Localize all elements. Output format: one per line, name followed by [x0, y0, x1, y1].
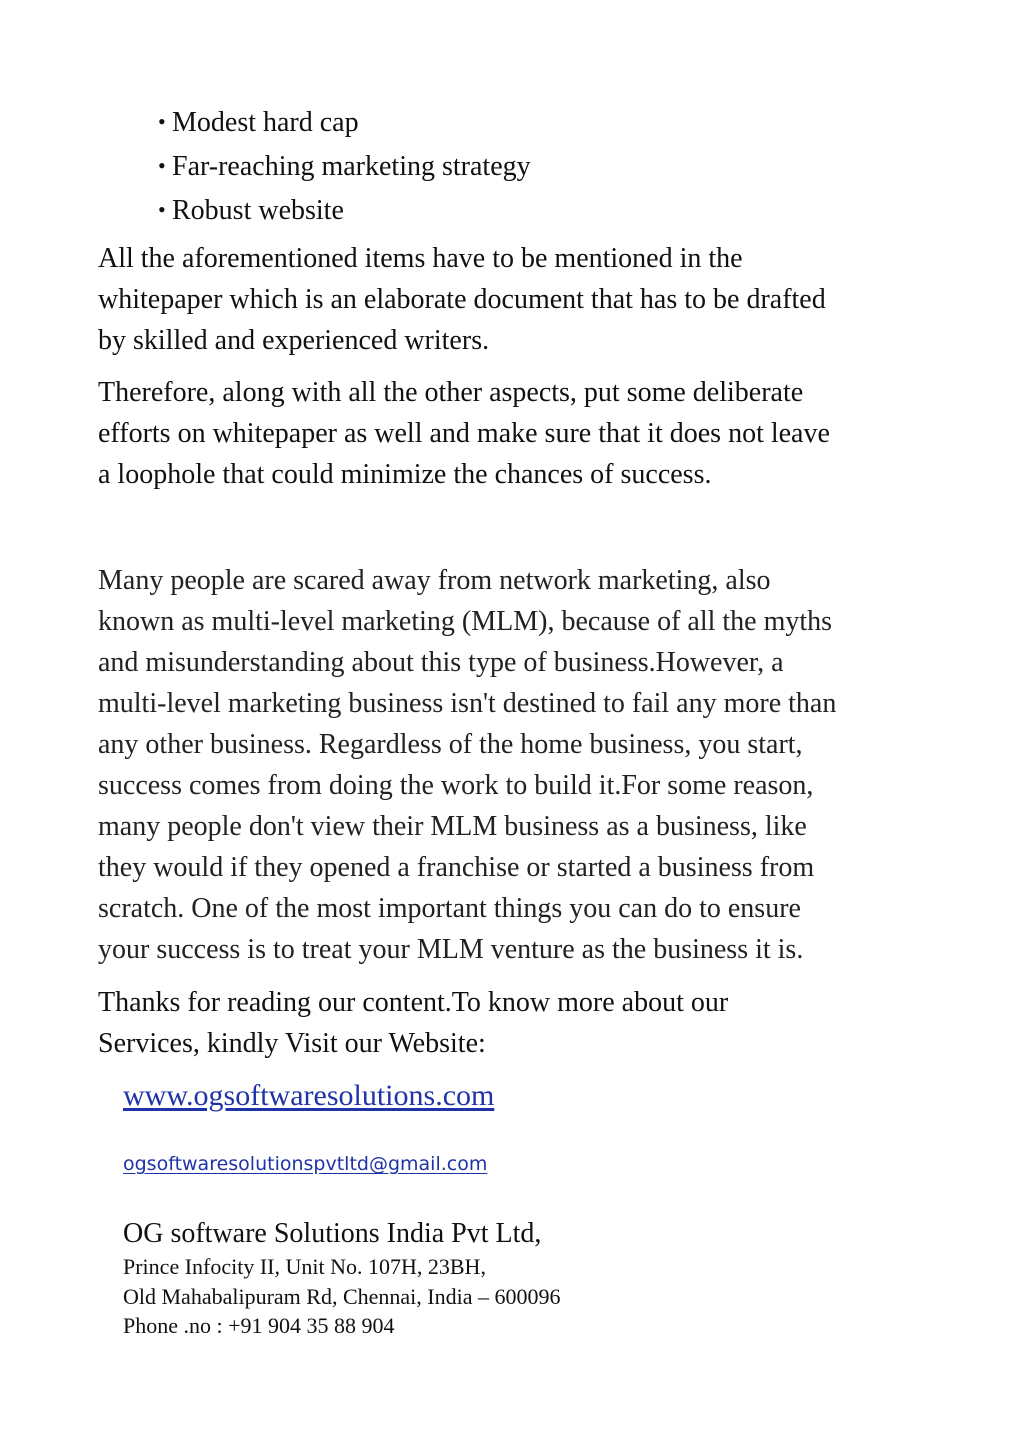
bullet-dot-icon: •	[158, 109, 166, 134]
address-line-2: Old Mahabalipuram Rd, Chennai, India – 600096	[123, 1284, 561, 1309]
bullet-item	[158, 188, 531, 232]
email-link[interactable]: ogsoftwaresolutionspvtltd@gmail.com	[123, 1153, 488, 1175]
bullet-text: Far-reaching marketing strategy	[172, 151, 531, 182]
company-name: OG software Solutions India Pvt Ltd,	[123, 1218, 542, 1249]
bullet-text: Robust website	[172, 195, 344, 226]
bullet-text: Modest hard cap	[172, 107, 359, 138]
efforts-paragraph: Therefore, along with all the other aspects, put some deliberate efforts on whitepaper as well and make sure that it does not leave a loophole that could minimize the chances of success.	[98, 377, 830, 490]
website-link[interactable]: www.ogsoftwaresolutions.com	[123, 1079, 495, 1112]
bullet-dot-icon: •	[158, 153, 166, 178]
thanks-paragraph: Thanks for reading our content.To know more about our Services, kindly Visit our Website:	[98, 987, 729, 1059]
feature-bullet-list	[158, 100, 531, 232]
phone-number: Phone .no : +91 904 35 88 904	[123, 1313, 395, 1338]
whitepaper-paragraph: All the aforementioned items have to be mentioned in the whitepaper which is an elaborate document that has to be drafted by skilled and experienced writers.	[98, 243, 826, 356]
bullet-item	[158, 100, 531, 144]
address-line-1: Prince Infocity II, Unit No. 107H, 23BH,	[123, 1254, 486, 1279]
bullet-item	[158, 144, 531, 188]
bullet-dot-icon: •	[158, 197, 166, 222]
mlm-paragraph: Many people are scared away from network marketing, also known as multi-level marketing (MLM), because of all the myths and misunderstanding about this type of business.However, a multi-level marketing business isn't destined to fail any more than any other business. Regardless of the home business, you start, success comes from doing the work to build it.For some reason, many people don't view their MLM business as a business, like they would if they opened a franchise or started a business from scratch. One of the most important things you can do to ensure your success is to treat your MLM venture as the business it is.	[98, 565, 837, 965]
